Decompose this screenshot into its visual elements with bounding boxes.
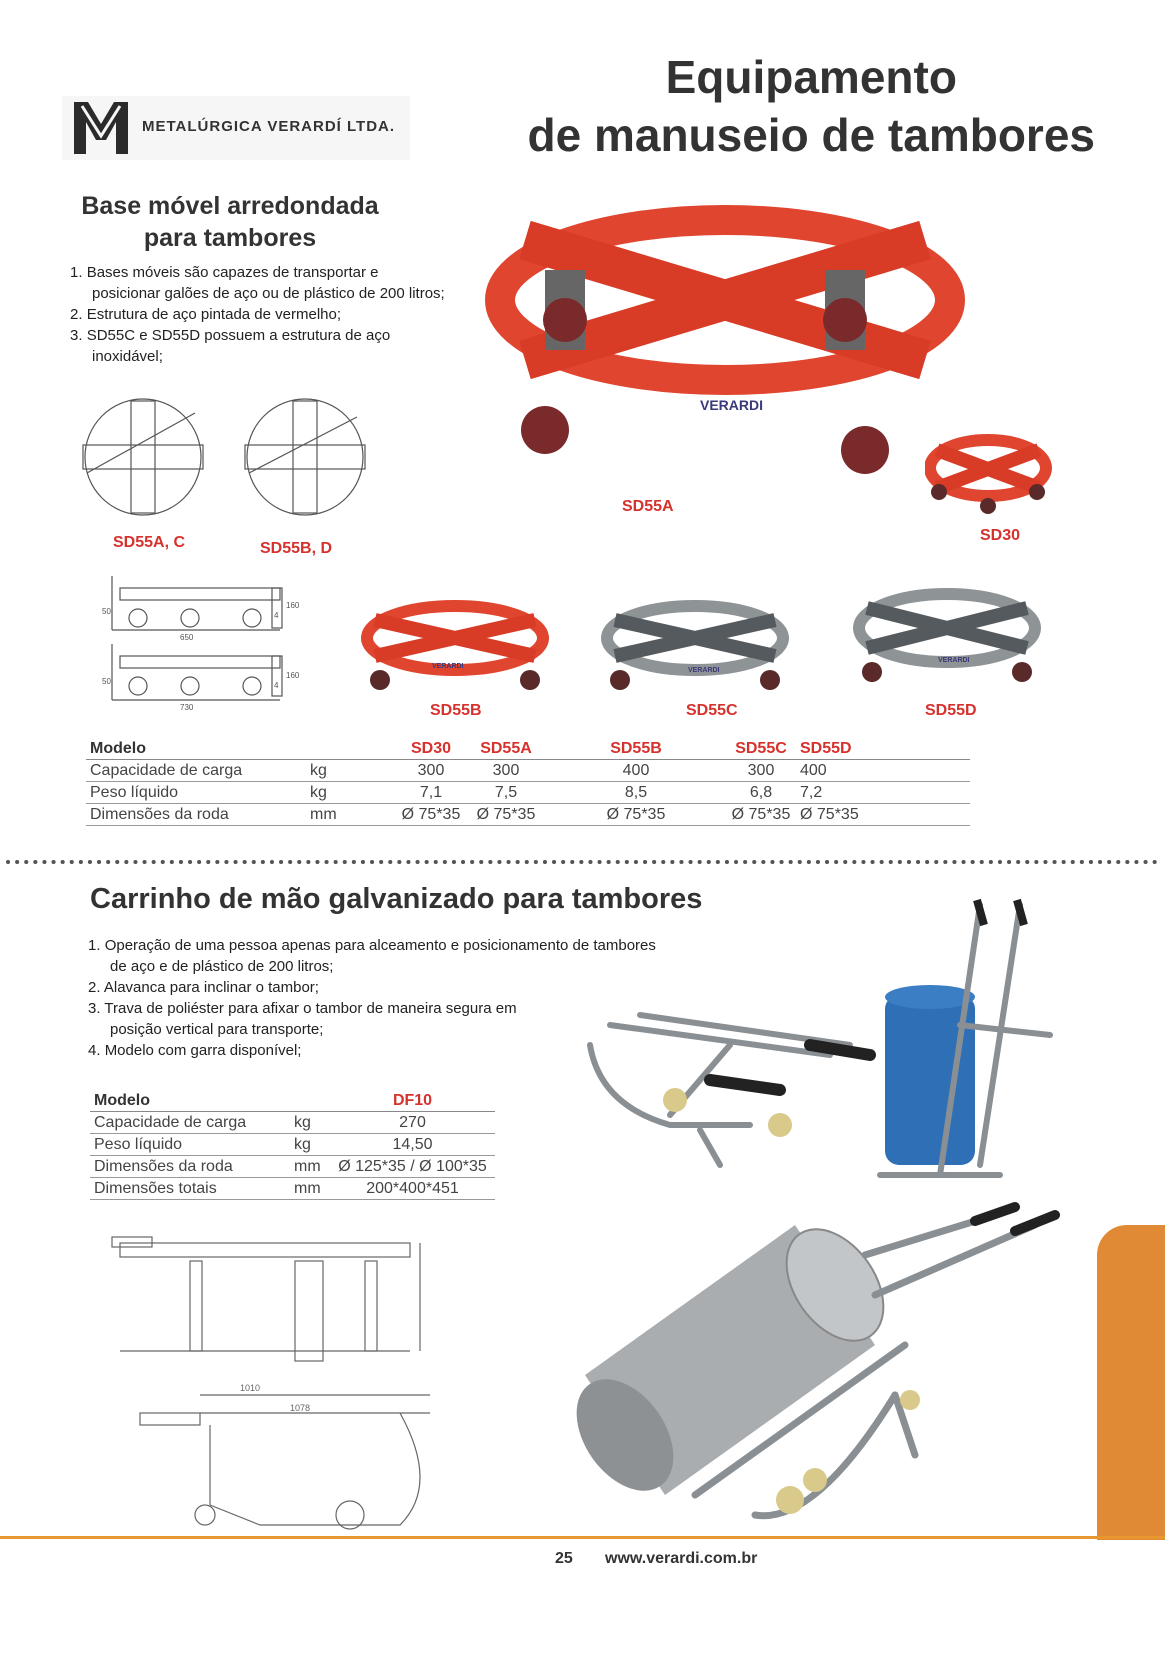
section1-title (60, 190, 400, 254)
table-header-label: Modelo (94, 1092, 150, 1109)
table-row: Peso líquido kg 7,1 7,5 8,5 6,8 7,2 (86, 782, 970, 804)
table-row: Dimensões da roda mm Ø 125*35 / Ø 100*35 (90, 1156, 495, 1178)
list-item: 2. Estrutura de aço pintada de vermelho; (70, 306, 342, 323)
label-sd55b: SD55B (430, 702, 482, 719)
dim-4b: 4 (274, 681, 279, 690)
list-item-cont: de aço e de plástico de 200 litros; (110, 958, 334, 975)
dim-1010: 1010 (240, 1383, 261, 1393)
section2-spec-table (90, 1090, 495, 1200)
dim-650: 650 (180, 633, 194, 642)
dim-50a: 50 (102, 607, 111, 616)
side-view-drawings (100, 568, 300, 718)
section-divider (6, 858, 1159, 866)
table-header-row (86, 738, 970, 760)
list-item: 4. Modelo com garra disponível; (88, 1042, 302, 1059)
footer-rule (0, 1536, 1165, 1539)
table-row: Dimensões da roda mm Ø 75*35 Ø 75*35 Ø 75*35 Ø 75*35 Ø 75*35 (86, 804, 970, 826)
sd55b-dolly-image (360, 600, 550, 700)
list-item: 2. Alavanca para inclinar o tambor; (88, 979, 319, 996)
table-header-sd55b: SD55B (610, 740, 662, 757)
section2-title: Carrinho de mão galvanizado para tambores (90, 883, 703, 915)
list-item: 1. Bases móveis são capazes de transportar e (70, 264, 379, 281)
section1-title-line1: Base móvel arredondada (81, 192, 379, 220)
page-title (528, 48, 1096, 164)
section1-title-line2: para tambores (143, 224, 317, 252)
label-sd55c: SD55C (686, 702, 738, 719)
sd55b-brand: VERARDI (432, 663, 464, 670)
section1-feature-list (70, 262, 445, 367)
section1-spec-table (86, 738, 970, 826)
logo-text: METALÚRGICA VERARDÍ LTDA. (142, 118, 396, 135)
dim-4a: 4 (274, 611, 279, 620)
company-logo (62, 96, 410, 160)
table-row: Capacidade de carga kg 270 (90, 1112, 495, 1134)
table-header-df10: DF10 (392, 1092, 433, 1109)
title-line-2: de manuseio de tambores (527, 109, 1095, 161)
table-header-row (90, 1090, 495, 1112)
section2-feature-list (88, 935, 656, 1061)
dim-50b: 50 (102, 677, 111, 686)
hand-truck-image (580, 895, 1060, 1195)
label-sd55a: SD55A (622, 498, 674, 515)
table-row: Dimensões totais mm 200*400*451 (90, 1178, 495, 1200)
sd55c-dolly-image (600, 600, 790, 700)
dim-160a: 160 (286, 601, 300, 610)
list-item: 1. Operação de uma pessoa apenas para alceamento e posicionamento de tambores (88, 937, 656, 954)
table-row: Peso líquido kg 14,50 (90, 1134, 495, 1156)
table-header-sd30: SD30 (410, 740, 452, 757)
sd55c-brand: VERARDI (688, 667, 720, 674)
logo-mark-icon (66, 96, 136, 160)
label-sd55d: SD55D (925, 702, 977, 719)
list-item: 3. Trava de poliéster para afixar o tambor de maneira segura em (88, 1000, 517, 1017)
table-header-sd55d: SD55D (800, 740, 852, 757)
list-item: 3. SD55C e SD55D possuem a estrutura de aço (70, 327, 391, 344)
sd30-dolly-image (925, 430, 1055, 520)
dim-730: 730 (180, 703, 194, 712)
label-sd30: SD30 (980, 527, 1021, 544)
sd55d-brand: VERARDI (938, 657, 970, 664)
sd55a-dolly-image (485, 200, 965, 490)
table-header-sd55c: SD55C (735, 740, 787, 757)
sd55d-dolly-image (852, 588, 1042, 693)
label-sd55bd: SD55B, D (260, 540, 333, 557)
title-line-1: Equipamento (665, 51, 957, 103)
label-sd55ac: SD55A, C (113, 534, 186, 551)
website-link[interactable]: www.verardi.com.br (605, 1550, 758, 1567)
page-number: 25 (555, 1550, 573, 1567)
table-header-sd55a: SD55A (480, 740, 532, 757)
hand-truck-drawings (100, 1225, 440, 1535)
table-header-label: Modelo (90, 740, 146, 757)
dim-1078: 1078 (290, 1403, 311, 1413)
list-item-cont: inoxidável; (92, 348, 163, 365)
list-item-cont: posicionar galões de aço ou de plástico de 200 litros; (92, 285, 445, 302)
side-tab-decoration (1097, 1225, 1165, 1540)
dim-160b: 160 (286, 671, 300, 680)
table-row: Capacidade de carga kg 300 300 400 300 400 (86, 760, 970, 782)
list-item-cont: posição vertical para transporte; (110, 1021, 324, 1038)
drum-on-truck-image (575, 1195, 1075, 1535)
sd55a-brand: VERARDI (700, 397, 764, 413)
top-view-drawings (75, 395, 375, 525)
